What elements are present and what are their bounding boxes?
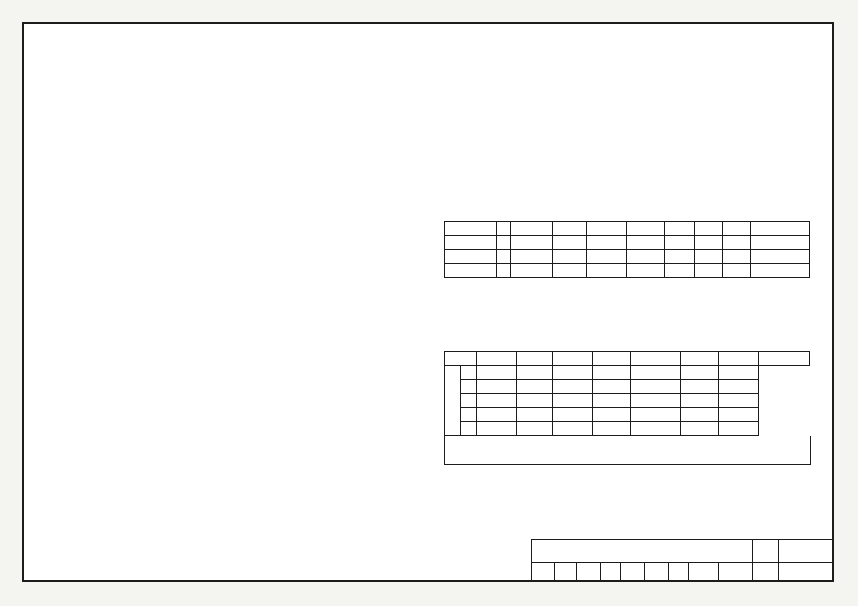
table-cell (631, 380, 681, 394)
table-cell (695, 249, 723, 263)
table-header-cell (751, 221, 810, 235)
table-cell (627, 263, 665, 277)
table-cell (593, 408, 631, 422)
standard-entry (46, 206, 421, 220)
role-label (532, 563, 554, 580)
standard-entry (46, 220, 421, 234)
table-cell (587, 235, 627, 249)
table-cell (719, 394, 759, 408)
table-cell (681, 408, 719, 422)
standard-entry (46, 388, 421, 402)
table-cell (511, 249, 553, 263)
body-line (444, 122, 819, 136)
standard-entry (46, 178, 421, 192)
table-header-cell (631, 352, 681, 366)
table-cell (511, 263, 553, 277)
table-header-cell (445, 221, 497, 235)
table-row (445, 366, 810, 380)
title-block (531, 539, 832, 580)
table-header-cell (511, 221, 553, 235)
table-header-cell (723, 221, 751, 235)
table-header-cell (553, 221, 587, 235)
table-cell (497, 249, 511, 263)
signature (644, 563, 669, 580)
table-cell (477, 366, 517, 380)
table-header-cell (665, 221, 695, 235)
body-line (444, 150, 819, 164)
standard-entry (46, 136, 421, 150)
table-cell (719, 380, 759, 394)
table-cell (719, 366, 759, 380)
influent-quality-table (444, 221, 810, 278)
body-line (46, 94, 421, 108)
standard-entry (46, 332, 421, 346)
table-cell (681, 380, 719, 394)
table-cell (517, 394, 553, 408)
section-heading (46, 66, 421, 80)
page-label (752, 563, 779, 580)
table-cell (631, 366, 681, 380)
table-cell (445, 249, 497, 263)
table-cell (553, 422, 593, 436)
table-cell (477, 380, 517, 394)
standard-entry (46, 444, 421, 458)
drawing-name (532, 540, 752, 562)
table-cell (461, 394, 477, 408)
body-line (444, 309, 819, 323)
title-block-row (532, 563, 832, 580)
page-title (354, 38, 504, 56)
table-cell (751, 263, 810, 277)
standard-entry (46, 248, 421, 262)
standard-entry (46, 276, 421, 290)
table-header-cell (593, 352, 631, 366)
standard-entry (46, 164, 421, 178)
table-cell (587, 249, 627, 263)
table-cell (593, 366, 631, 380)
body-line (444, 80, 819, 94)
standard-entry (46, 192, 421, 206)
table-cell (723, 263, 751, 277)
table-cell (695, 263, 723, 277)
table-cell (627, 235, 665, 249)
table-cell (497, 263, 511, 277)
table-cell (553, 249, 587, 263)
table-header-row (445, 352, 810, 366)
standard-entry (46, 360, 421, 374)
body-line (444, 108, 819, 122)
table-cell (593, 394, 631, 408)
standard-entry (46, 346, 421, 360)
body-line (46, 80, 421, 94)
role-name (554, 563, 577, 580)
body-line (444, 295, 819, 309)
table-cell (627, 249, 665, 263)
table-header-cell (627, 221, 665, 235)
table-cell (517, 366, 553, 380)
standards-list (46, 122, 421, 486)
table-cell (631, 394, 681, 408)
table-cell (719, 408, 759, 422)
body-line (444, 164, 819, 178)
standard-entry (46, 150, 421, 164)
table-cell (723, 235, 751, 249)
table-cell (461, 408, 477, 422)
table-cell (461, 422, 477, 436)
body-line (444, 192, 819, 206)
table-cell (587, 263, 627, 277)
title-block-row (532, 540, 832, 563)
table-cell (553, 263, 587, 277)
body-line (444, 323, 819, 337)
table-row (445, 380, 810, 394)
table-cell (477, 394, 517, 408)
table-cell (751, 249, 810, 263)
table2-caption (444, 337, 819, 349)
table-header-cell (517, 352, 553, 366)
atlas-number (778, 540, 833, 562)
table-cell (445, 263, 497, 277)
table-header-cell (681, 352, 719, 366)
table-cell (665, 249, 695, 263)
table-cell (695, 235, 723, 249)
table-cell (631, 408, 681, 422)
standard-entry (46, 458, 421, 472)
table-cell (593, 422, 631, 436)
table-cell (553, 394, 593, 408)
table-cell (511, 235, 553, 249)
signature (718, 563, 753, 580)
standard-entry (46, 262, 421, 276)
table-header-row (445, 221, 810, 235)
table-row (445, 235, 810, 249)
table-header-cell (445, 352, 477, 366)
standard-entry (46, 472, 421, 486)
table-header-cell (477, 352, 517, 366)
table-cell (723, 249, 751, 263)
table-row (445, 422, 810, 436)
table-header-cell (719, 352, 759, 366)
table1-caption (444, 207, 819, 219)
table-cell (553, 366, 593, 380)
table-cell (553, 408, 593, 422)
table-cell (445, 235, 497, 249)
body-line (444, 281, 819, 295)
standard-entry (46, 402, 421, 416)
standard-entry (46, 304, 421, 318)
role-name (688, 563, 719, 580)
body-line (444, 178, 819, 192)
table-row (445, 394, 810, 408)
table-row (445, 408, 810, 422)
standard-entry (46, 318, 421, 332)
table-cell (517, 408, 553, 422)
role-label (668, 563, 689, 580)
body-line (444, 94, 819, 108)
standard-entry (46, 416, 421, 430)
table-cell (665, 263, 695, 277)
signature (576, 563, 601, 580)
drawing-sheet (22, 22, 834, 582)
table-cell (477, 422, 517, 436)
table-cell (631, 422, 681, 436)
table-header-cell (553, 352, 593, 366)
table-row (445, 263, 810, 277)
table-cell (681, 366, 719, 380)
role-label (600, 563, 621, 580)
table-cell (553, 380, 593, 394)
table-header-cell (695, 221, 723, 235)
table-group-label (445, 366, 461, 436)
table-row (445, 249, 810, 263)
standard-entry (46, 374, 421, 388)
table-header-cell (587, 221, 627, 235)
body-line (46, 486, 421, 496)
table-cell (681, 422, 719, 436)
section-heading (46, 108, 421, 122)
table-cell (751, 235, 810, 249)
table-header-cell (759, 352, 810, 366)
section-heading (444, 66, 819, 80)
standard-entry (46, 430, 421, 444)
left-column (46, 66, 421, 496)
standard-entry (46, 234, 421, 248)
table-cell (681, 394, 719, 408)
table-cell (461, 366, 477, 380)
table-cell (497, 235, 511, 249)
table2-note (444, 436, 811, 465)
table-cell (517, 380, 553, 394)
table-cell (665, 235, 695, 249)
atlas-number-label (752, 540, 779, 562)
right-column (444, 66, 819, 560)
standard-entry (46, 122, 421, 136)
table-cell (461, 380, 477, 394)
table-header-cell (497, 221, 511, 235)
standard-entry (46, 290, 421, 304)
role-name (620, 563, 645, 580)
table-cell (553, 235, 587, 249)
section-heading (444, 136, 819, 150)
table-cell (593, 380, 631, 394)
table-cell (477, 408, 517, 422)
effluent-quality-table (444, 351, 810, 436)
table-cell (517, 422, 553, 436)
page-number (778, 563, 833, 580)
table-cell (719, 422, 759, 436)
